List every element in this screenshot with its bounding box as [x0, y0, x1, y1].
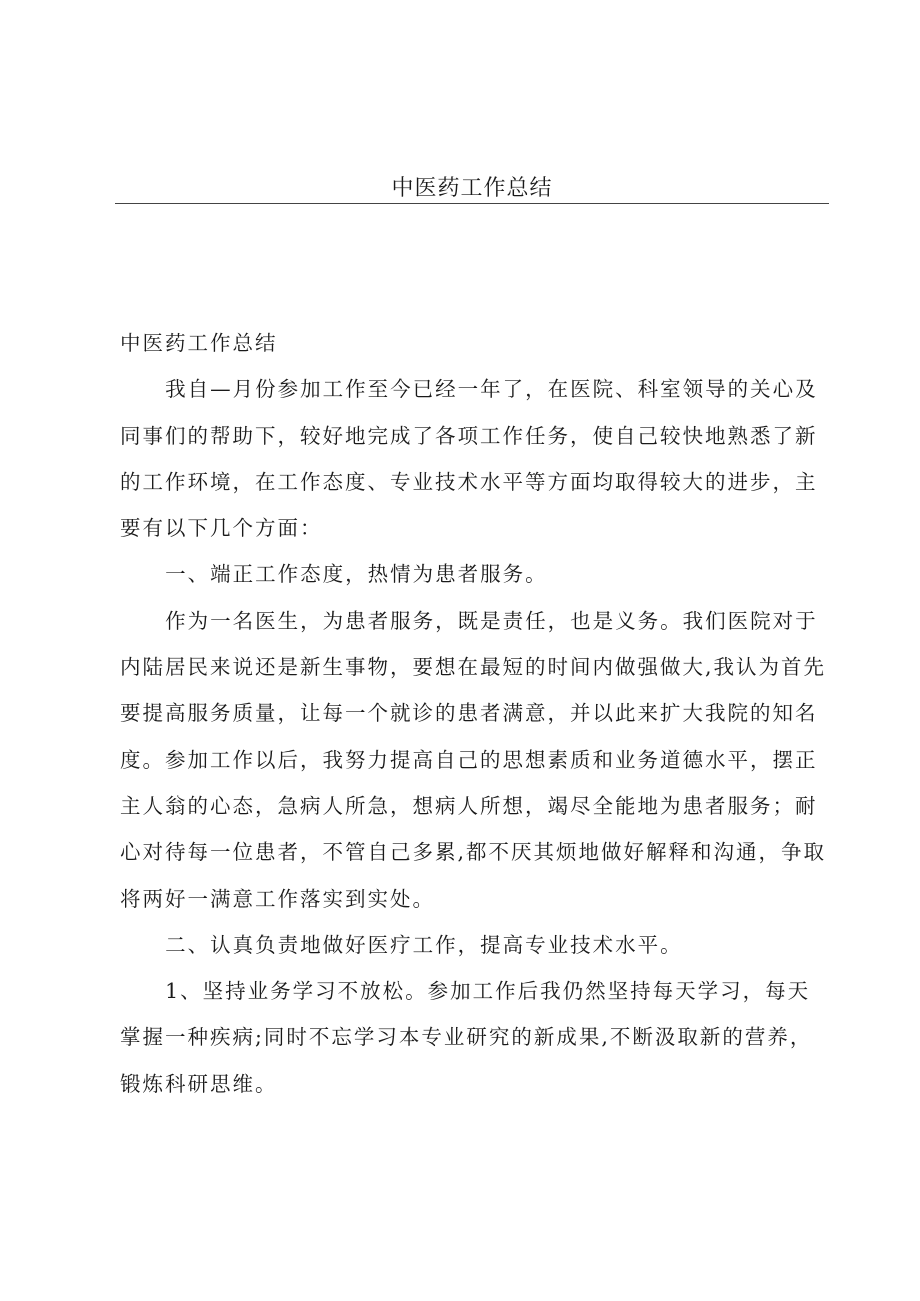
- document-subtitle: 中医药工作总结: [120, 331, 278, 355]
- page-header-title: 中医药工作总结: [391, 176, 553, 201]
- document-body: [120, 320, 832, 1107]
- paragraph-study: 1、坚持业务学习不放松。参加工作后我仍然坚持每天学习，每天掌握一种疾病;同时不忘学习本专业研究的新成果,不断汲取新的营养，锻炼科研思维。: [120, 979, 813, 1096]
- section-heading-1: 一、端正工作态度，热情为患者服务。: [165, 562, 548, 587]
- paragraph-intro: 我自—月份参加工作至今已经一年了，在医院、科室领导的关心及同事们的帮助下，较好地完成了各项工作任务，使自己较快地熟悉了新的工作环境，在工作态度、专业技术水平等方面均取得较大的进步，主要有以下几个方面：: [120, 377, 818, 541]
- header-divider: [115, 203, 829, 204]
- section-heading-2: 二、认真负责地做好医疗工作，提高专业技术水平。: [165, 932, 683, 957]
- paragraph-service: 作为一名医生，为患者服务，既是责任，也是义务。我们医院对于内陆居民来说还是新生事物，要想在最短的时间内做强做大,我认为首先要提高服务质量，让每一个就诊的患者满意，并以此来扩大我院的知名度。参加工作以后，我努力提高自己的思想素质和业务道德水平，摆正主人翁的心态，急病人所急，想病人所想，竭尽全能地为患者服务；耐心对待每一位患者，不管自己多累,都不厌其烦地做好解释和沟通，争取将两好一满意工作落实到实处。: [120, 608, 827, 911]
